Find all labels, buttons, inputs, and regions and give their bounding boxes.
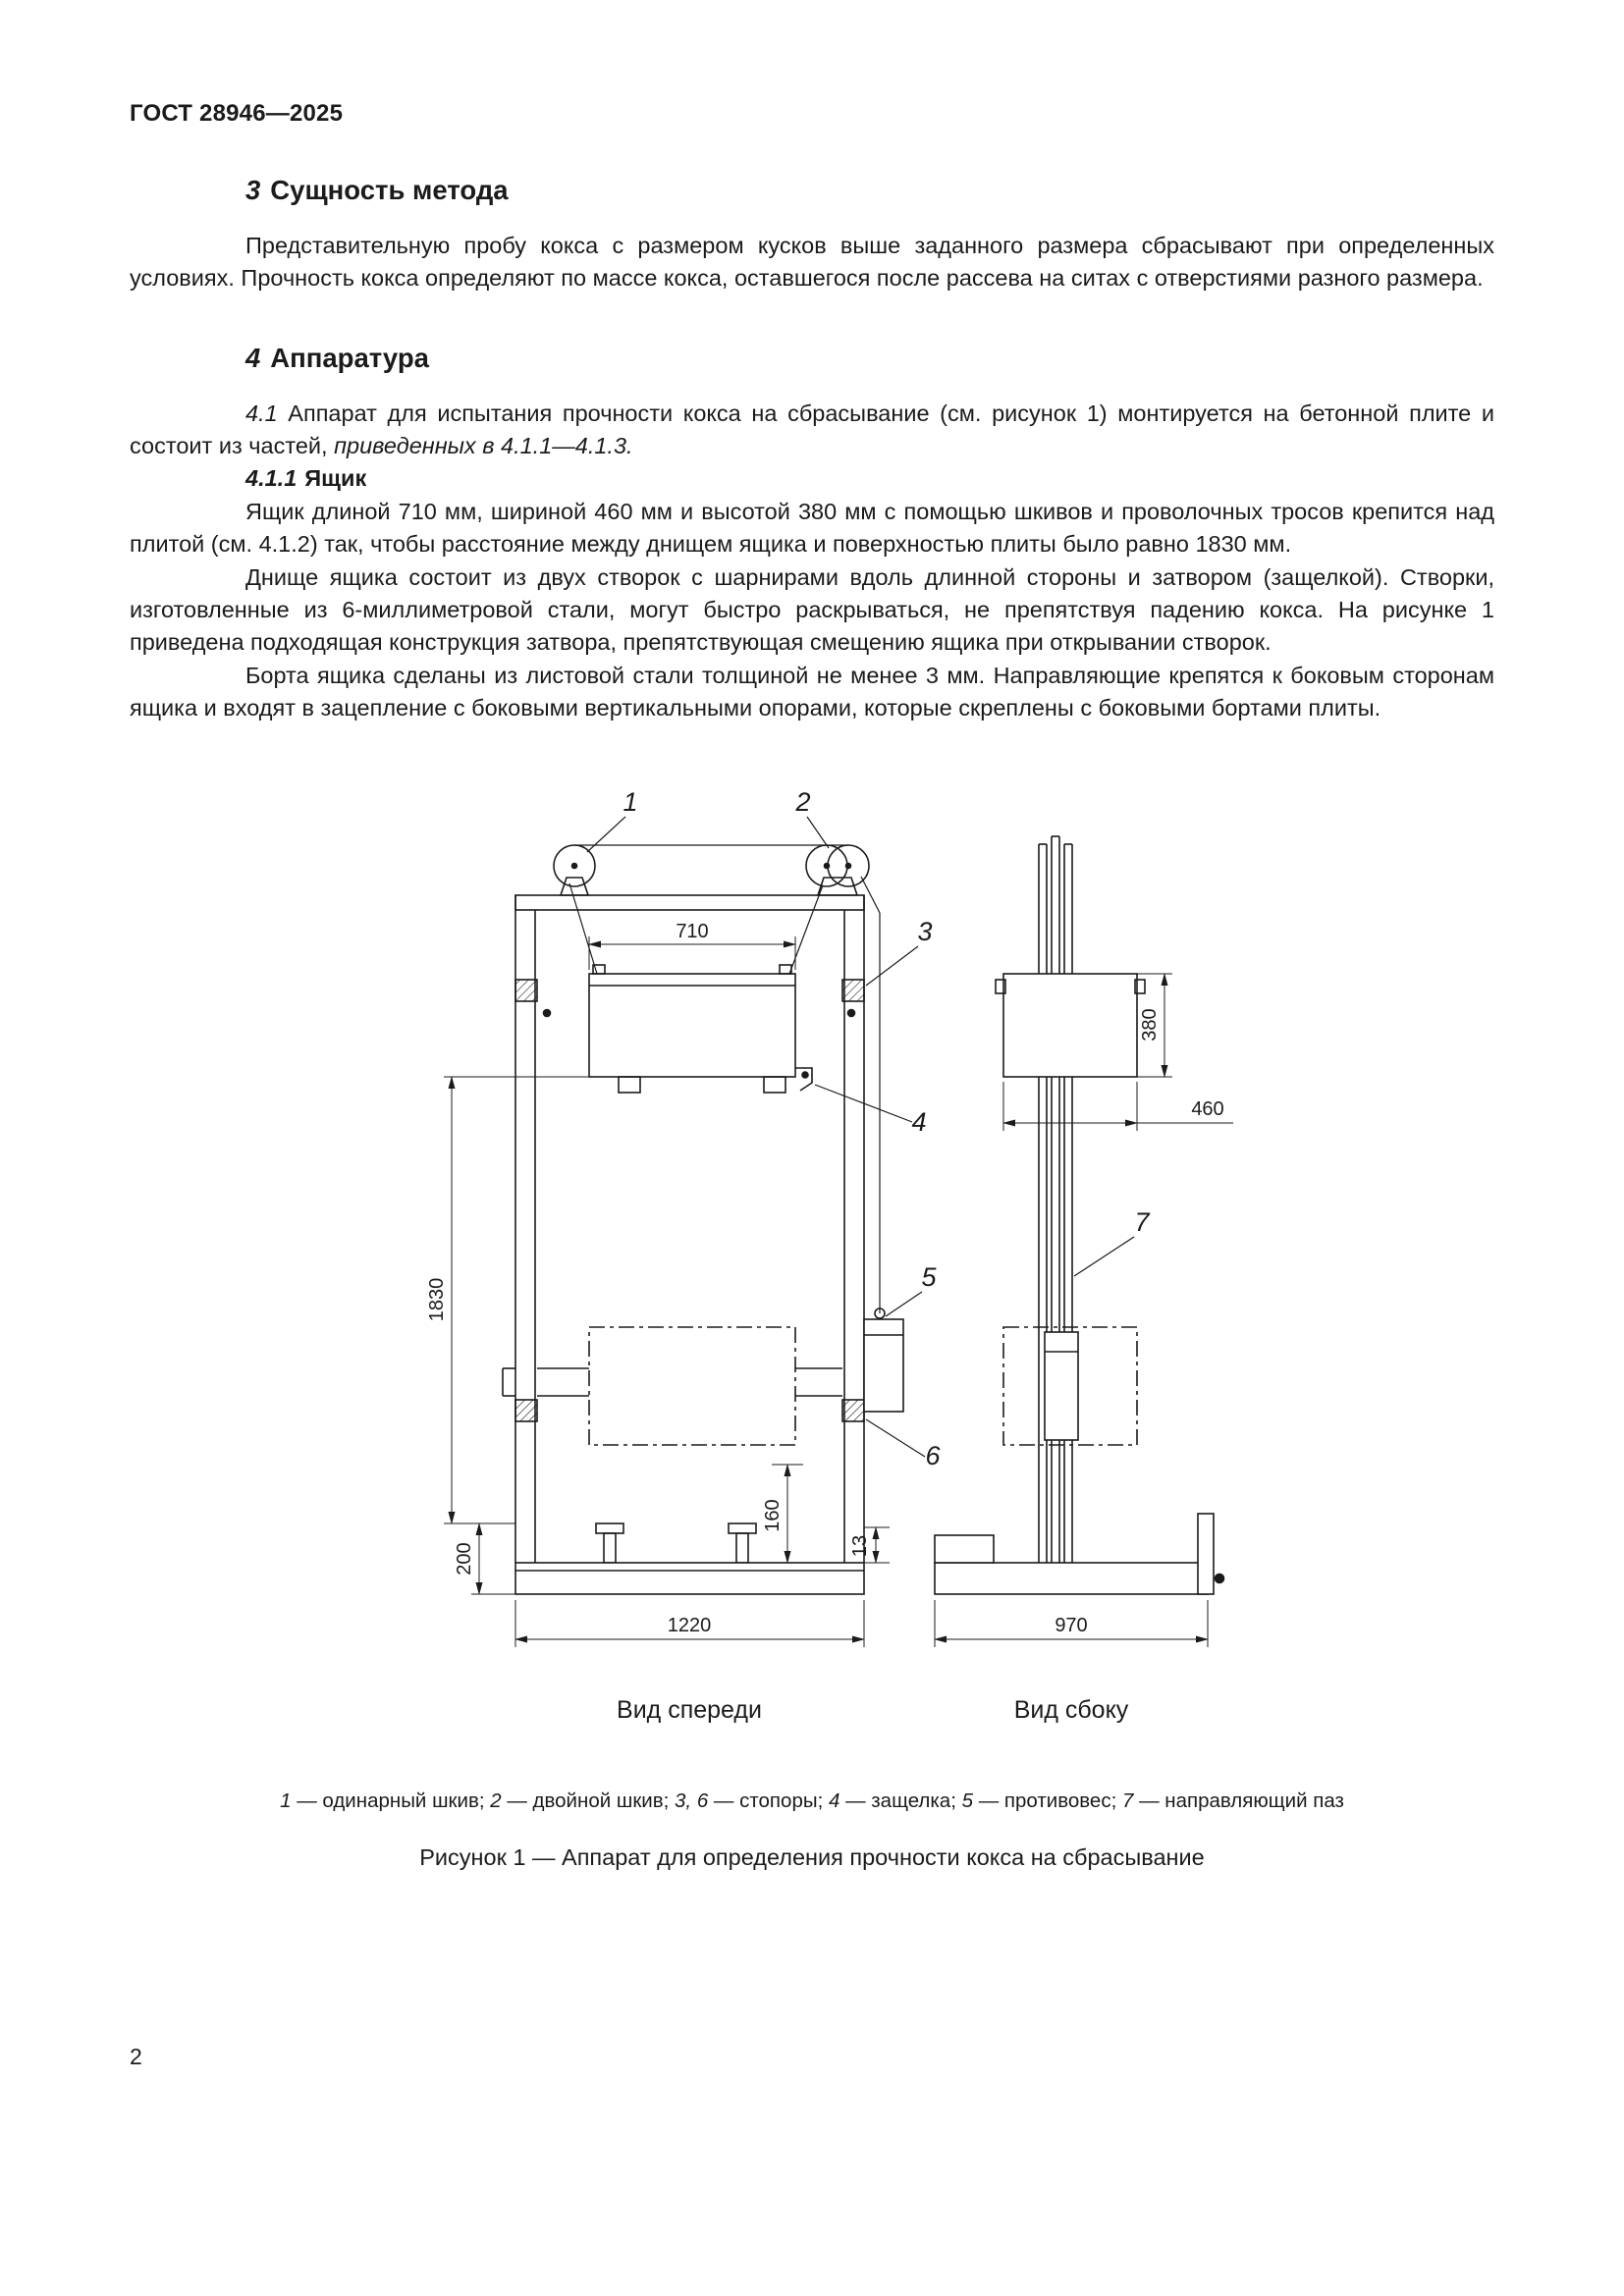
section3-title: Сущность метода xyxy=(270,175,509,205)
stopper-top-right xyxy=(842,980,864,1001)
callout-7: 7 xyxy=(1134,1207,1150,1238)
concrete-plate-front xyxy=(515,1563,864,1594)
dim-710: 710 xyxy=(676,921,709,943)
view-front-label: Вид спереди xyxy=(617,1696,762,1725)
door-supports xyxy=(596,1523,756,1563)
coke-box-side xyxy=(996,974,1145,1077)
single-pulley xyxy=(554,845,595,895)
apparatus-technical-drawing xyxy=(422,777,1286,1759)
section4-number: 4 xyxy=(245,342,261,373)
front-view xyxy=(503,845,903,1594)
view-side-label: Вид сбоку xyxy=(1013,1696,1129,1725)
dim-1830: 1830 xyxy=(426,1278,448,1322)
legend-item-text: — направляющий паз xyxy=(1133,1789,1344,1813)
paragraph-4-1-italic: приведенных в 4.1.1—4.1.3. xyxy=(334,433,633,459)
section3-number: 3 xyxy=(245,175,261,205)
subsection-4-1-1-heading xyxy=(130,462,1494,495)
concrete-plate-side xyxy=(935,1514,1224,1594)
legend-item-number: 2 xyxy=(490,1789,502,1813)
page-number: 2 xyxy=(130,2044,142,2069)
dim-380: 380 xyxy=(1139,1008,1161,1041)
box-lower-position xyxy=(503,1327,842,1445)
guide-rails-side xyxy=(1039,836,1072,1563)
stopper-top-left xyxy=(515,980,537,1001)
dim-970: 970 xyxy=(1055,1615,1088,1637)
coke-box-front xyxy=(589,965,795,1093)
section4-heading xyxy=(245,343,1494,374)
double-pulley xyxy=(806,845,869,895)
paragraph-4-1-1-a: Ящик длиной 710 мм, шириной 460 мм и высотой 380 мм с помощью шкивов и проволочных тросов крепится над плитой (см. 4.1.2) так, чтобы расстояние между днищем ящика и поверхностью плиты было равно 1830 мм. xyxy=(130,498,1494,558)
legend-item-number: 1 xyxy=(280,1789,292,1813)
frame-top-beam xyxy=(515,895,864,910)
legend-item-text: — защелка; xyxy=(839,1789,962,1813)
legend-item-number: 5 xyxy=(961,1789,974,1813)
doc-code-header: ГОСТ 28946—2025 xyxy=(130,100,344,127)
legend-item-number: 4 xyxy=(828,1789,840,1813)
subsection-4-1-1-number: 4.1.1 xyxy=(245,465,298,492)
subsection-4-1-1-title: Ящик xyxy=(304,465,367,492)
callout-2: 2 xyxy=(795,787,811,818)
dim-13: 13 xyxy=(849,1535,871,1558)
dim-460: 460 xyxy=(1191,1098,1224,1121)
legend-item-text: — двойной шкив; xyxy=(501,1789,676,1813)
section3-paragraph: Представительную пробу кокса с размером кусков выше заданного размера сбрасывают при определенных условиях. Прочность кокса определяют по массе кокса, оставшегося после рассева на ситах с отверстиями разного размера. xyxy=(130,233,1494,292)
legend-item-text: — стопоры; xyxy=(708,1789,829,1813)
legend-item-number: 3, 6 xyxy=(675,1789,709,1813)
callout-1: 1 xyxy=(623,787,638,818)
stopper-bottom-right xyxy=(842,1400,864,1421)
paragraph-4-1-text: Аппарат для испытания прочности кокса на сбрасывание (см. рисунок 1) монтируется на бетонной плите и состоит из частей, xyxy=(130,400,1494,459)
section3-heading xyxy=(245,175,1494,206)
stopper-bottom-left xyxy=(515,1400,537,1421)
paragraph-4-1 xyxy=(130,398,1494,463)
legend-item-text: — одинарный шкив; xyxy=(291,1789,491,1813)
dim-1220: 1220 xyxy=(667,1615,712,1637)
latch xyxy=(795,1068,812,1091)
callout-6: 6 xyxy=(925,1441,941,1471)
bolt-right xyxy=(848,1010,855,1017)
side-view xyxy=(935,836,1224,1594)
section4-title: Аппаратура xyxy=(270,342,429,373)
counterweight-front xyxy=(864,1308,903,1412)
figure-caption: Рисунок 1 — Аппарат для определения прочности кокса на сбрасывание xyxy=(419,1843,1205,1870)
callout-5: 5 xyxy=(921,1262,937,1293)
paragraph-4-1-number: 4.1 xyxy=(245,400,278,426)
bolt-left xyxy=(544,1010,551,1017)
counterweight-side xyxy=(1003,1327,1137,1445)
figure-1-drawing xyxy=(422,777,1494,1764)
figure-legend xyxy=(130,1788,1494,1815)
wire-ropes xyxy=(569,845,880,1313)
dim-200: 200 xyxy=(454,1542,475,1575)
paragraph-4-1-1-c: Борта ящика сделаны из листовой стали толщиной не менее 3 мм. Направляющие крепятся к боковым сторонам ящика и входят в зацепление с боковыми вертикальными опорами, которые скреплены с боковыми бортами плиты. xyxy=(130,662,1494,721)
legend-item-text: — противовес; xyxy=(973,1789,1122,1813)
callout-4: 4 xyxy=(911,1107,927,1138)
callout-3: 3 xyxy=(917,917,933,947)
dim-160: 160 xyxy=(762,1499,784,1532)
paragraph-4-1-1-b: Днище ящика состоит из двух створок с шарнирами вдоль длинной стороны и затвором (защелкой). Створки, изготовленные из 6-миллиметровой стали, могут быстро раскрываться, не препятствуя падению кокса. На рисунке 1 приведена подходящая конструкция затвора, препятствующая смещению ящика при открывании створок. xyxy=(130,563,1494,656)
legend-item-number: 7 xyxy=(1121,1789,1134,1813)
